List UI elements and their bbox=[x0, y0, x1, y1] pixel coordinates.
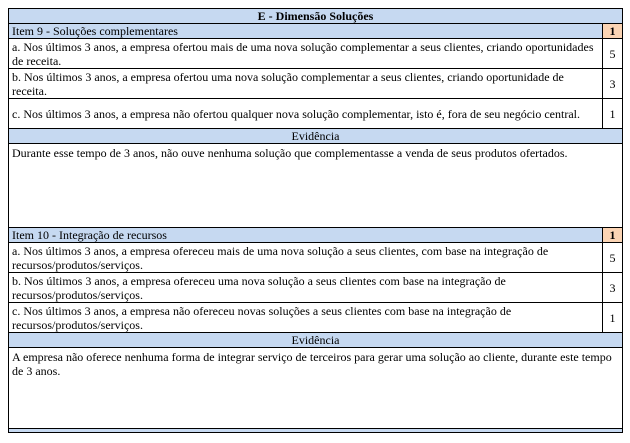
option-row bbox=[9, 39, 623, 69]
option-text: a. Nos últimos 3 anos, a empresa ofereceu mais de uma nova solução a seus clientes, com base na integração de recursos/produtos/serviços. bbox=[9, 243, 603, 273]
item-heading: Item 9 - Soluções complementares bbox=[9, 24, 603, 39]
option-row bbox=[9, 303, 623, 333]
option-value: 5 bbox=[603, 243, 623, 273]
evidence-row bbox=[9, 348, 623, 429]
title-row bbox=[9, 9, 623, 24]
option-value: 3 bbox=[603, 273, 623, 303]
option-row bbox=[9, 243, 623, 273]
assessment-sheet bbox=[8, 8, 622, 433]
dimension-title: E - Dimensão Soluções bbox=[9, 9, 623, 24]
option-text: b. Nos últimos 3 anos, a empresa ofereceu uma nova solução a seus clientes com base na integração de recursos/produtos/serviços. bbox=[9, 273, 603, 303]
next-section-strip bbox=[9, 429, 623, 433]
option-value: 5 bbox=[603, 39, 623, 69]
evidence-text[interactable]: Durante esse tempo de 3 anos, não ouve nenhuma solução que complementasse a venda de seus produtos ofertados. bbox=[9, 144, 623, 228]
option-value: 1 bbox=[603, 99, 623, 129]
evidence-text[interactable]: A empresa não oferece nenhuma forma de integrar serviço de terceiros para gerar uma solução ao cliente, durante este tempo de 3 anos. bbox=[9, 348, 623, 429]
option-text: c. Nos últimos 3 anos, a empresa não ofertou qualquer nova solução complementar, isto é, fora de seu negócio central. bbox=[9, 99, 603, 129]
item-score: 1 bbox=[603, 228, 623, 243]
evidence-row bbox=[9, 144, 623, 228]
item-score: 1 bbox=[603, 24, 623, 39]
option-text: c. Nos últimos 3 anos, a empresa não ofereceu novas soluções a seus clientes com base na integração de recursos/produtos/serviços. bbox=[9, 303, 603, 333]
item-header-row bbox=[9, 228, 623, 243]
option-text: b. Nos últimos 3 anos, a empresa ofertou uma nova solução complementar a seus clientes, criando oportunidade de receita. bbox=[9, 69, 603, 99]
option-text: a. Nos últimos 3 anos, a empresa ofertou mais de uma nova solução complementar a seus clientes, criando oportunidades de receita. bbox=[9, 39, 603, 69]
option-row bbox=[9, 273, 623, 303]
option-row bbox=[9, 69, 623, 99]
item-heading: Item 10 - Integração de recursos bbox=[9, 228, 603, 243]
evidence-header-row bbox=[9, 333, 623, 348]
option-value: 3 bbox=[603, 69, 623, 99]
item-header-row bbox=[9, 24, 623, 39]
option-row bbox=[9, 99, 623, 129]
evidence-label: Evidência bbox=[9, 333, 623, 348]
evidence-header-row bbox=[9, 129, 623, 144]
option-value: 1 bbox=[603, 303, 623, 333]
evidence-label: Evidência bbox=[9, 129, 623, 144]
section-divider bbox=[9, 429, 623, 433]
assessment-table bbox=[8, 8, 623, 433]
